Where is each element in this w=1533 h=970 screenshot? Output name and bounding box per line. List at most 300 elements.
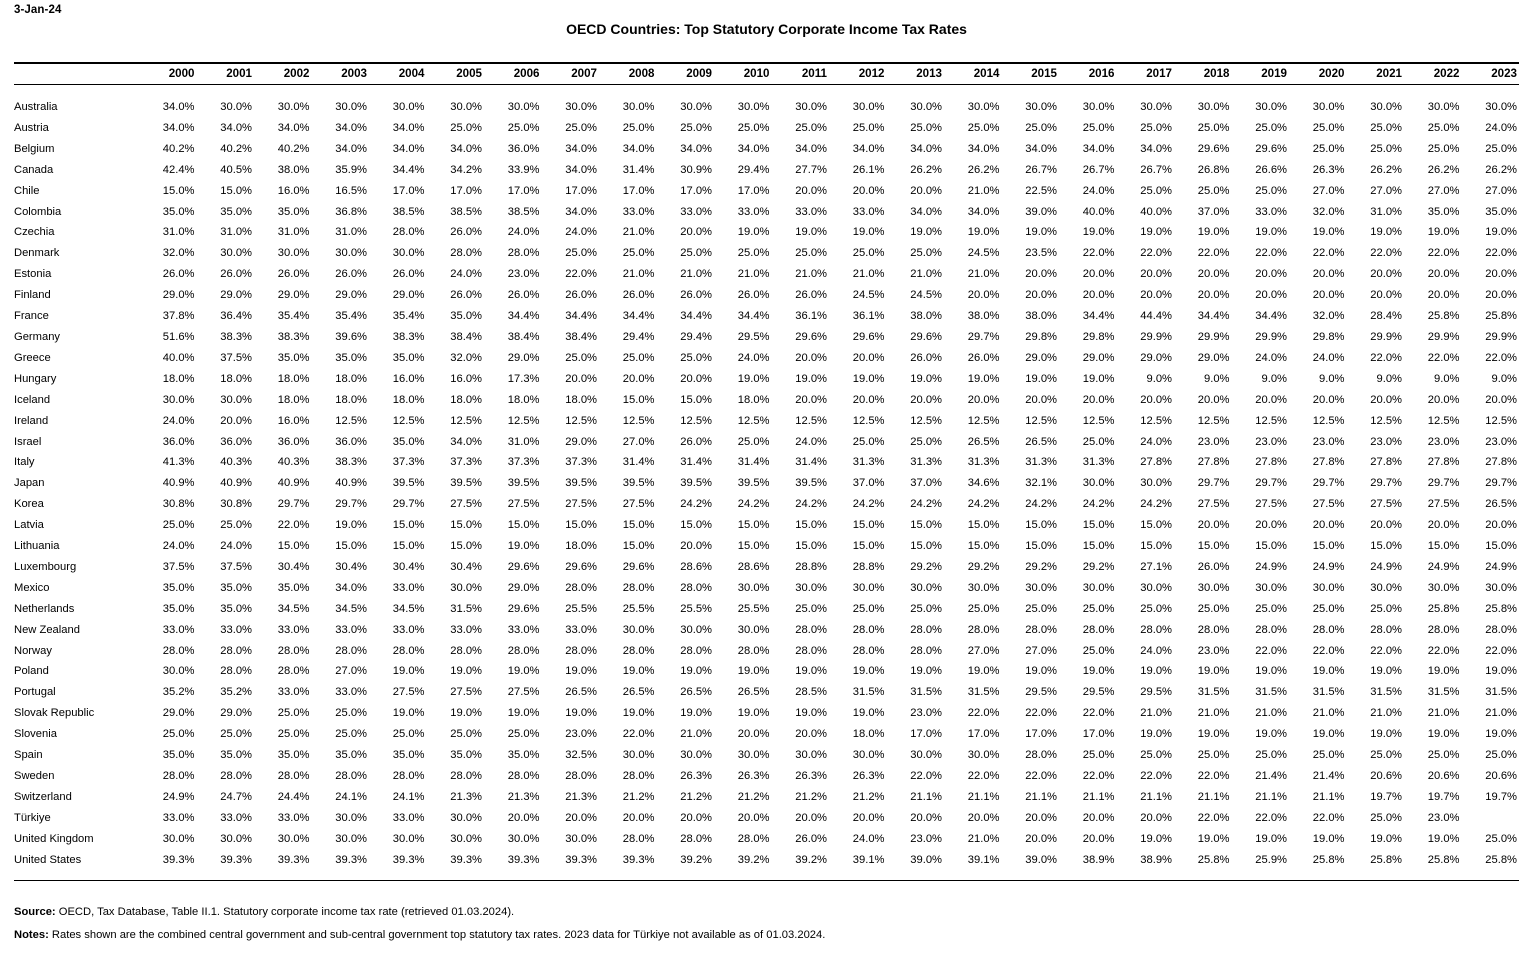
tax-rate-cell: 17.0% bbox=[507, 184, 540, 197]
tax-rate-cell: 15.0% bbox=[1025, 540, 1057, 553]
tax-rate-cell: 34.0% bbox=[335, 142, 367, 155]
tax-rate-cell: 26.2% bbox=[1427, 163, 1460, 176]
table-row bbox=[14, 411, 1519, 432]
tax-rate-cell: 34.0% bbox=[565, 205, 597, 218]
tax-rate-cell: 36.0% bbox=[277, 435, 310, 448]
bottom-rule-cell bbox=[14, 871, 1519, 881]
country-name-cell: Ireland bbox=[14, 414, 49, 427]
tax-rate-cell: 26.5% bbox=[680, 686, 712, 699]
tax-rate-cell: 9.0% bbox=[1491, 372, 1517, 385]
tax-rate-cell: 25.0% bbox=[910, 602, 942, 615]
tax-rate-cell: 22.0% bbox=[622, 728, 655, 741]
tax-rate-cell: 25.0% bbox=[1140, 184, 1172, 197]
tax-rate-cell: 23.0% bbox=[1312, 435, 1345, 448]
tax-rate-cell: 28.0% bbox=[277, 644, 310, 657]
page-title: OECD Countries: Top Statutory Corporate Income Tax Rates bbox=[566, 21, 967, 37]
tax-rate-cell: 20.0% bbox=[1255, 519, 1287, 532]
tax-rate-cell: 18.0% bbox=[565, 393, 597, 406]
tax-rate-cell: 28.0% bbox=[392, 644, 425, 657]
tax-rate-cell: 15.0% bbox=[565, 519, 597, 532]
tax-rate-cell: 25.0% bbox=[622, 121, 655, 134]
tax-rate-cell: 40.9% bbox=[277, 477, 310, 490]
tax-rate-cell: 25.0% bbox=[1197, 749, 1230, 762]
tax-rate-cell: 25.0% bbox=[1312, 142, 1345, 155]
tax-rate-cell: 39.3% bbox=[162, 853, 195, 866]
tax-rate-cell: 20.0% bbox=[795, 811, 827, 824]
notes-text: Rates shown are the combined central government and sub-central government top statutory tax rates. 2023 data for Türkiye not available as of 01.03.2024. bbox=[48, 929, 826, 941]
table-row bbox=[14, 682, 1519, 703]
tax-rate-cell: 38.4% bbox=[507, 330, 540, 343]
tax-rate-cell: 21.0% bbox=[1427, 707, 1460, 720]
tax-rate-cell: 22.0% bbox=[1370, 644, 1402, 657]
table-row bbox=[14, 850, 1519, 871]
tax-rate-cell: 20.0% bbox=[1427, 289, 1460, 302]
tax-rate-cell: 24.0% bbox=[1140, 644, 1172, 657]
column-header-year: 2010 bbox=[714, 64, 772, 85]
tax-rate-cell: 16.0% bbox=[392, 372, 425, 385]
country-name-cell: Slovak Republic bbox=[14, 707, 95, 720]
tax-rate-cell: 29.8% bbox=[1312, 330, 1345, 343]
tax-rate-cell: 12.5% bbox=[450, 414, 482, 427]
tax-rate-cell: 29.9% bbox=[1140, 330, 1172, 343]
tax-rate-cell: 34.0% bbox=[565, 142, 597, 155]
tax-rate-cell: 25.8% bbox=[1370, 853, 1402, 866]
tax-rate-cell: 27.0% bbox=[335, 665, 367, 678]
tax-rate-cell: 34.0% bbox=[1140, 142, 1172, 155]
tax-rate-cell: 35.4% bbox=[392, 310, 425, 323]
tax-rate-cell: 19.0% bbox=[1370, 665, 1402, 678]
tax-rate-cell: 25.0% bbox=[450, 121, 482, 134]
tax-rate-cell: 19.0% bbox=[507, 707, 540, 720]
tax-rate-cell: 21.2% bbox=[680, 790, 712, 803]
column-header-year: 2019 bbox=[1232, 64, 1290, 85]
tax-rate-cell: 12.5% bbox=[1370, 414, 1402, 427]
tax-rate-cell: 22.0% bbox=[1025, 707, 1057, 720]
country-name-cell: Greece bbox=[14, 351, 51, 364]
tax-rate-cell: 12.5% bbox=[852, 414, 885, 427]
tax-rate-cell: 30.0% bbox=[795, 581, 827, 594]
tax-rate-cell: 20.0% bbox=[1197, 268, 1230, 281]
tax-rate-cell: 29.0% bbox=[392, 289, 425, 302]
tax-rate-cell: 24.1% bbox=[335, 790, 367, 803]
tax-rate-cell: 20.0% bbox=[737, 728, 770, 741]
tax-rate-cell: 23.0% bbox=[1197, 644, 1230, 657]
tax-rate-cell: 20.0% bbox=[1312, 268, 1345, 281]
tax-rate-cell: 30.0% bbox=[277, 832, 310, 845]
tax-rate-cell: 21.0% bbox=[852, 268, 885, 281]
tax-rate-cell: 19.0% bbox=[1427, 728, 1460, 741]
tax-rate-cell: 30.0% bbox=[910, 101, 942, 113]
tax-rate-cell: 39.0% bbox=[1025, 205, 1057, 218]
tax-rate-cell: 18.0% bbox=[335, 393, 367, 406]
tax-rate-cell: 28.0% bbox=[1025, 749, 1057, 762]
tax-rate-cell: 19.0% bbox=[392, 707, 425, 720]
tax-rate-cell: 29.7% bbox=[1370, 477, 1402, 490]
tax-rate-cell: 27.0% bbox=[1370, 184, 1402, 197]
tax-rate-cell: 29.9% bbox=[1197, 330, 1230, 343]
tax-rate-cell: 25.0% bbox=[622, 351, 655, 364]
tax-rate-cell: 19.0% bbox=[1485, 728, 1517, 741]
tax-rate-cell: 26.3% bbox=[737, 770, 770, 782]
tax-rate-cell: 29.0% bbox=[162, 289, 195, 302]
tax-rate-cell: 18.0% bbox=[277, 372, 310, 385]
tax-rate-cell: 21.1% bbox=[1255, 790, 1287, 803]
tax-rate-cell: 19.0% bbox=[795, 226, 827, 239]
tax-rate-cell: 19.0% bbox=[910, 226, 942, 239]
tax-rate-cell: 27.0% bbox=[967, 644, 1000, 657]
column-header-year: 2006 bbox=[484, 64, 542, 85]
tax-rate-cell: 19.0% bbox=[1197, 728, 1230, 741]
tax-rate-cell: 31.3% bbox=[852, 456, 885, 469]
tax-rate-cell: 25.0% bbox=[1370, 121, 1402, 134]
tax-rate-cell: 30.0% bbox=[852, 101, 885, 113]
table-row bbox=[14, 641, 1519, 662]
tax-rate-cell: 26.0% bbox=[795, 832, 827, 845]
country-name-cell: Canada bbox=[14, 163, 54, 176]
tax-rate-cell: 30.4% bbox=[277, 560, 310, 573]
tax-rate-cell: 35.2% bbox=[162, 686, 195, 699]
tax-rate-cell: 27.0% bbox=[1312, 184, 1345, 197]
tax-rate-cell: 20.6% bbox=[1370, 770, 1402, 782]
tax-rate-cell: 34.0% bbox=[1082, 142, 1115, 155]
tax-rate-cell: 29.0% bbox=[162, 707, 195, 720]
tax-rate-cell: 20.0% bbox=[507, 811, 540, 824]
table-row bbox=[14, 557, 1519, 578]
tax-rate-cell: 22.0% bbox=[1082, 770, 1115, 782]
tax-rate-cell: 12.5% bbox=[1025, 414, 1057, 427]
tax-rate-cell: 20.0% bbox=[1140, 393, 1172, 406]
tax-rate-cell: 23.0% bbox=[507, 268, 540, 281]
tax-rate-cell: 29.6% bbox=[622, 560, 655, 573]
tax-rate-cell: 33.0% bbox=[277, 623, 310, 636]
tax-rate-cell: 28.0% bbox=[162, 644, 195, 657]
tax-rate-cell: 19.0% bbox=[450, 707, 482, 720]
tax-rate-cell: 25.0% bbox=[1025, 602, 1057, 615]
tax-rate-cell: 20.0% bbox=[1025, 268, 1057, 281]
tax-rate-cell: 34.0% bbox=[852, 142, 885, 155]
tax-rate-cell: 34.2% bbox=[450, 163, 482, 176]
tax-rate-cell: 34.0% bbox=[967, 205, 1000, 218]
tax-rate-cell: 30.0% bbox=[450, 581, 482, 594]
tax-rate-cell: 26.0% bbox=[795, 289, 827, 302]
tax-rate-cell: 25.0% bbox=[1197, 121, 1230, 134]
tax-rate-cell: 24.5% bbox=[967, 247, 1000, 260]
tax-rate-cell: 34.0% bbox=[565, 163, 597, 176]
tax-rate-cell: 17.0% bbox=[910, 728, 942, 741]
tax-rate-cell: 35.0% bbox=[162, 749, 195, 762]
table-row bbox=[14, 97, 1519, 118]
tax-rate-cell: 15.0% bbox=[795, 519, 827, 532]
tax-rate-cell: 20.0% bbox=[1370, 393, 1402, 406]
tax-rate-cell: 28.8% bbox=[795, 560, 827, 573]
tax-rate-cell: 36.1% bbox=[795, 310, 827, 323]
tax-rate-cell: 30.0% bbox=[220, 247, 252, 260]
tax-rate-cell: 39.2% bbox=[795, 853, 827, 866]
notes-note bbox=[14, 928, 1514, 942]
tax-rate-cell: 15.0% bbox=[622, 393, 655, 406]
tax-rate-cell: 39.6% bbox=[335, 330, 367, 343]
tax-rate-cell: 30.0% bbox=[162, 393, 195, 406]
tax-rate-cell: 30.4% bbox=[335, 560, 367, 573]
tax-rate-cell: 19.0% bbox=[1255, 226, 1287, 239]
tax-rate-cell: 30.9% bbox=[680, 163, 712, 176]
tax-rate-cell: 22.0% bbox=[910, 770, 942, 782]
tax-rate-cell: 39.1% bbox=[967, 853, 1000, 866]
tax-rate-cell: 25.0% bbox=[737, 121, 770, 134]
tax-rate-cell: 25.0% bbox=[622, 247, 655, 260]
tax-rate-cell: 31.4% bbox=[680, 456, 712, 469]
column-header-year: 2015 bbox=[1002, 64, 1060, 85]
tax-rate-cell: 19.0% bbox=[1427, 226, 1460, 239]
tax-rate-cell: 33.0% bbox=[450, 623, 482, 636]
tax-rate-cell: 20.0% bbox=[1082, 289, 1115, 302]
tax-rate-cell: 35.0% bbox=[220, 205, 252, 218]
date-stamp: 3-Jan-24 bbox=[14, 4, 62, 16]
tax-rate-cell: 27.5% bbox=[507, 686, 540, 699]
tax-rate-cell: 28.5% bbox=[795, 686, 827, 699]
tax-rate-cell: 17.0% bbox=[392, 184, 425, 197]
tax-rate-cell: 19.0% bbox=[852, 372, 885, 385]
tax-rate-cell: 22.0% bbox=[967, 770, 1000, 782]
tax-rate-cell: 19.0% bbox=[795, 372, 827, 385]
tax-rate-cell: 34.4% bbox=[565, 310, 597, 323]
tax-rate-cell: 15.0% bbox=[680, 393, 712, 406]
tax-rate-cell: 18.0% bbox=[450, 393, 482, 406]
table-row bbox=[14, 829, 1519, 850]
tax-rate-cell: 12.5% bbox=[1485, 414, 1517, 427]
tax-rate-cell: 20.0% bbox=[1255, 289, 1287, 302]
tax-rate-cell: 17.0% bbox=[1082, 728, 1115, 741]
tax-rate-cell: 15.0% bbox=[622, 540, 655, 553]
tax-rate-cell: 24.9% bbox=[1312, 560, 1345, 573]
tax-rate-cell: 25.0% bbox=[1370, 142, 1402, 155]
tax-rate-cell: 9.0% bbox=[1376, 372, 1402, 385]
tax-rate-cell: 27.8% bbox=[1312, 456, 1345, 469]
tax-rate-cell: 30.0% bbox=[622, 623, 655, 636]
tax-rate-cell: 24.5% bbox=[852, 289, 885, 302]
tax-rate-cell: 37.0% bbox=[852, 477, 885, 490]
tax-rate-cell: 19.0% bbox=[1140, 665, 1172, 678]
tax-rate-cell: 31.5% bbox=[967, 686, 1000, 699]
tax-rate-cell: 32.5% bbox=[565, 749, 597, 762]
tax-rate-cell: 28.0% bbox=[967, 623, 1000, 636]
tax-rate-cell: 20.0% bbox=[795, 393, 827, 406]
tax-rate-cell: 29.0% bbox=[507, 581, 540, 594]
tax-rate-cell: 26.0% bbox=[565, 289, 597, 302]
tax-rate-cell: 19.0% bbox=[1025, 665, 1057, 678]
table-row bbox=[14, 515, 1519, 536]
country-name-cell: Korea bbox=[14, 498, 44, 511]
tax-rate-cell: 31.5% bbox=[852, 686, 885, 699]
tax-rate-cell: 28.0% bbox=[507, 770, 540, 782]
tax-rate-cell: 20.0% bbox=[220, 414, 252, 427]
tax-rate-cell: 23.0% bbox=[1427, 435, 1460, 448]
tax-rate-cell: 29.4% bbox=[737, 163, 770, 176]
tax-rate-cell: 30.0% bbox=[795, 749, 827, 762]
tax-rate-cell: 30.0% bbox=[1140, 101, 1172, 113]
tax-rate-cell: 31.4% bbox=[622, 456, 655, 469]
tax-rate-cell: 25.0% bbox=[162, 728, 195, 741]
tax-rate-cell: 28.0% bbox=[795, 644, 827, 657]
tax-rate-cell: 24.5% bbox=[910, 289, 942, 302]
tax-rate-cell: 32.1% bbox=[1025, 477, 1057, 490]
tax-rate-cell: 25.0% bbox=[910, 435, 942, 448]
tax-rate-cell: 24.0% bbox=[565, 226, 597, 239]
tax-rate-cell: 12.5% bbox=[795, 414, 827, 427]
tax-rate-cell: 30.0% bbox=[1255, 581, 1287, 594]
tax-rate-cell: 22.5% bbox=[1025, 184, 1057, 197]
column-header-year: 2002 bbox=[254, 64, 312, 85]
tax-rate-cell: 34.4% bbox=[392, 163, 425, 176]
tax-rate-cell: 37.0% bbox=[910, 477, 942, 490]
tax-rate-cell: 20.0% bbox=[1427, 393, 1460, 406]
tax-rate-cell: 39.3% bbox=[622, 853, 655, 866]
tax-rate-cell: 16.0% bbox=[450, 372, 482, 385]
tax-rate-cell: 30.0% bbox=[392, 247, 425, 260]
tax-rate-cell: 29.2% bbox=[1082, 560, 1115, 573]
tax-rate-cell: 25.0% bbox=[967, 602, 1000, 615]
table-row bbox=[14, 160, 1519, 181]
tax-rate-cell: 33.0% bbox=[162, 811, 195, 824]
tax-rate-cell: 25.9% bbox=[1255, 853, 1287, 866]
tax-rate-cell: 22.0% bbox=[1082, 247, 1115, 260]
tax-rate-cell: 30.0% bbox=[1025, 101, 1057, 113]
tax-rate-cell: 19.0% bbox=[795, 665, 827, 678]
tax-rate-cell: 30.0% bbox=[1197, 101, 1230, 113]
tax-rate-cell: 27.8% bbox=[1197, 456, 1230, 469]
tax-rate-cell: 20.0% bbox=[852, 393, 885, 406]
tax-rate-cell: 34.0% bbox=[680, 142, 712, 155]
footnotes bbox=[14, 905, 1514, 951]
tax-rate-cell: 34.0% bbox=[392, 121, 425, 134]
tax-rate-cell: 35.0% bbox=[277, 749, 310, 762]
tax-rate-cell: 32.0% bbox=[450, 351, 482, 364]
tax-rate-cell: 12.5% bbox=[622, 414, 655, 427]
tax-rate-cell: 39.0% bbox=[910, 853, 942, 866]
tax-rate-cell: 35.0% bbox=[162, 205, 195, 218]
tax-rate-cell: 26.0% bbox=[622, 289, 655, 302]
tax-rate-cell: 24.4% bbox=[277, 790, 310, 803]
tax-rate-cell: 21.0% bbox=[680, 728, 712, 741]
tax-rate-cell: 25.0% bbox=[1255, 749, 1287, 762]
table-row bbox=[14, 494, 1519, 515]
tax-rate-cell: 15.0% bbox=[737, 540, 770, 553]
tax-rate-cell: 15.0% bbox=[1255, 540, 1287, 553]
tax-rate-cell: 25.0% bbox=[162, 519, 195, 532]
tax-rate-cell: 15.0% bbox=[1427, 540, 1460, 553]
tax-rate-cell: 24.2% bbox=[910, 498, 942, 511]
tax-rate-cell: 15.0% bbox=[277, 540, 310, 553]
tax-rate-cell: 20.0% bbox=[1255, 268, 1287, 281]
tax-rate-cell: 24.0% bbox=[1082, 184, 1115, 197]
tax-rate-cell: 30.0% bbox=[1370, 581, 1402, 594]
tax-rate-cell: 25.0% bbox=[795, 121, 827, 134]
tax-rate-cell: 21.0% bbox=[1140, 707, 1172, 720]
tax-rate-cell: 29.7% bbox=[1255, 477, 1287, 490]
tax-rate-cell: 21.0% bbox=[737, 268, 770, 281]
tax-rate-cell: 20.0% bbox=[1427, 268, 1460, 281]
tax-rate-cell: 25.8% bbox=[1197, 853, 1230, 866]
column-header-year: 2005 bbox=[427, 64, 485, 85]
table-row bbox=[14, 369, 1519, 390]
tax-rates-table-container bbox=[14, 62, 1519, 881]
tax-rate-cell: 34.0% bbox=[967, 142, 1000, 155]
tax-rate-cell bbox=[1462, 808, 1520, 829]
country-name-cell: Belgium bbox=[14, 142, 55, 155]
tax-rate-cell: 29.5% bbox=[1140, 686, 1172, 699]
tax-rate-cell: 24.2% bbox=[737, 498, 770, 511]
country-name-cell: Hungary bbox=[14, 372, 57, 385]
tax-rate-cell: 40.0% bbox=[162, 351, 195, 364]
tax-rate-cell: 29.9% bbox=[1485, 330, 1517, 343]
tax-rate-cell: 33.0% bbox=[392, 581, 425, 594]
tax-rate-cell: 25.0% bbox=[1312, 749, 1345, 762]
tax-rate-cell: 15.0% bbox=[450, 519, 482, 532]
tax-rate-cell: 25.0% bbox=[795, 247, 827, 260]
tax-rate-cell: 27.5% bbox=[1427, 498, 1460, 511]
tax-rate-cell: 35.0% bbox=[162, 602, 195, 615]
tax-rate-cell: 21.0% bbox=[1255, 707, 1287, 720]
table-row bbox=[14, 745, 1519, 766]
tax-rate-cell: 18.0% bbox=[162, 372, 195, 385]
tax-rate-cell: 15.0% bbox=[1140, 540, 1172, 553]
country-name-cell: Lithuania bbox=[14, 540, 60, 553]
tax-rate-cell: 15.0% bbox=[795, 540, 827, 553]
tax-rate-cell: 31.3% bbox=[967, 456, 1000, 469]
tax-rate-cell: 35.0% bbox=[277, 205, 310, 218]
tax-rate-cell: 19.7% bbox=[1427, 790, 1460, 803]
tax-rate-cell: 34.0% bbox=[392, 142, 425, 155]
tax-rate-cell: 37.0% bbox=[1197, 205, 1230, 218]
tax-rate-cell: 31.4% bbox=[737, 456, 770, 469]
tax-rate-cell: 19.0% bbox=[1255, 832, 1287, 845]
tax-rate-cell: 29.0% bbox=[1197, 351, 1230, 364]
table-row bbox=[14, 452, 1519, 473]
tax-rate-cell: 28.0% bbox=[622, 770, 655, 782]
tax-rate-cell: 25.0% bbox=[1370, 811, 1402, 824]
tax-rate-cell: 18.0% bbox=[335, 372, 367, 385]
tax-rate-cell: 24.0% bbox=[162, 414, 195, 427]
tax-rate-cell: 30.0% bbox=[335, 811, 367, 824]
tax-rate-cell: 33.0% bbox=[852, 205, 885, 218]
tax-rate-cell: 28.8% bbox=[852, 560, 885, 573]
tax-rate-cell: 30.0% bbox=[852, 581, 885, 594]
tax-rate-cell: 37.3% bbox=[507, 456, 540, 469]
tax-rate-cell: 20.0% bbox=[852, 351, 885, 364]
tax-rate-cell: 39.3% bbox=[565, 853, 597, 866]
tax-rate-cell: 33.0% bbox=[277, 686, 310, 699]
notes-label: Notes: bbox=[14, 929, 49, 941]
tax-rate-cell: 34.0% bbox=[737, 142, 770, 155]
tax-rate-cell: 21.1% bbox=[1312, 790, 1345, 803]
tax-rate-cell: 37.5% bbox=[220, 560, 252, 573]
tax-rate-cell: 26.3% bbox=[795, 770, 827, 782]
tax-rate-cell: 34.0% bbox=[335, 581, 367, 594]
tax-rate-cell: 28.6% bbox=[737, 560, 770, 573]
tax-rate-cell: 27.5% bbox=[1312, 498, 1345, 511]
tax-rate-cell: 20.0% bbox=[1140, 289, 1172, 302]
tax-rate-cell: 25.0% bbox=[1370, 749, 1402, 762]
tax-rate-cell: 21.0% bbox=[967, 832, 1000, 845]
tax-rate-cell: 30.0% bbox=[392, 832, 425, 845]
tax-rate-cell: 21.2% bbox=[737, 790, 770, 803]
tax-rate-cell: 23.0% bbox=[1370, 435, 1402, 448]
tax-rate-cell: 29.0% bbox=[1082, 351, 1115, 364]
tax-rate-cell: 30.0% bbox=[450, 811, 482, 824]
tax-rate-cell: 39.0% bbox=[1025, 853, 1057, 866]
tax-rate-cell: 30.0% bbox=[1370, 101, 1402, 113]
tax-rate-cell: 29.6% bbox=[795, 330, 827, 343]
